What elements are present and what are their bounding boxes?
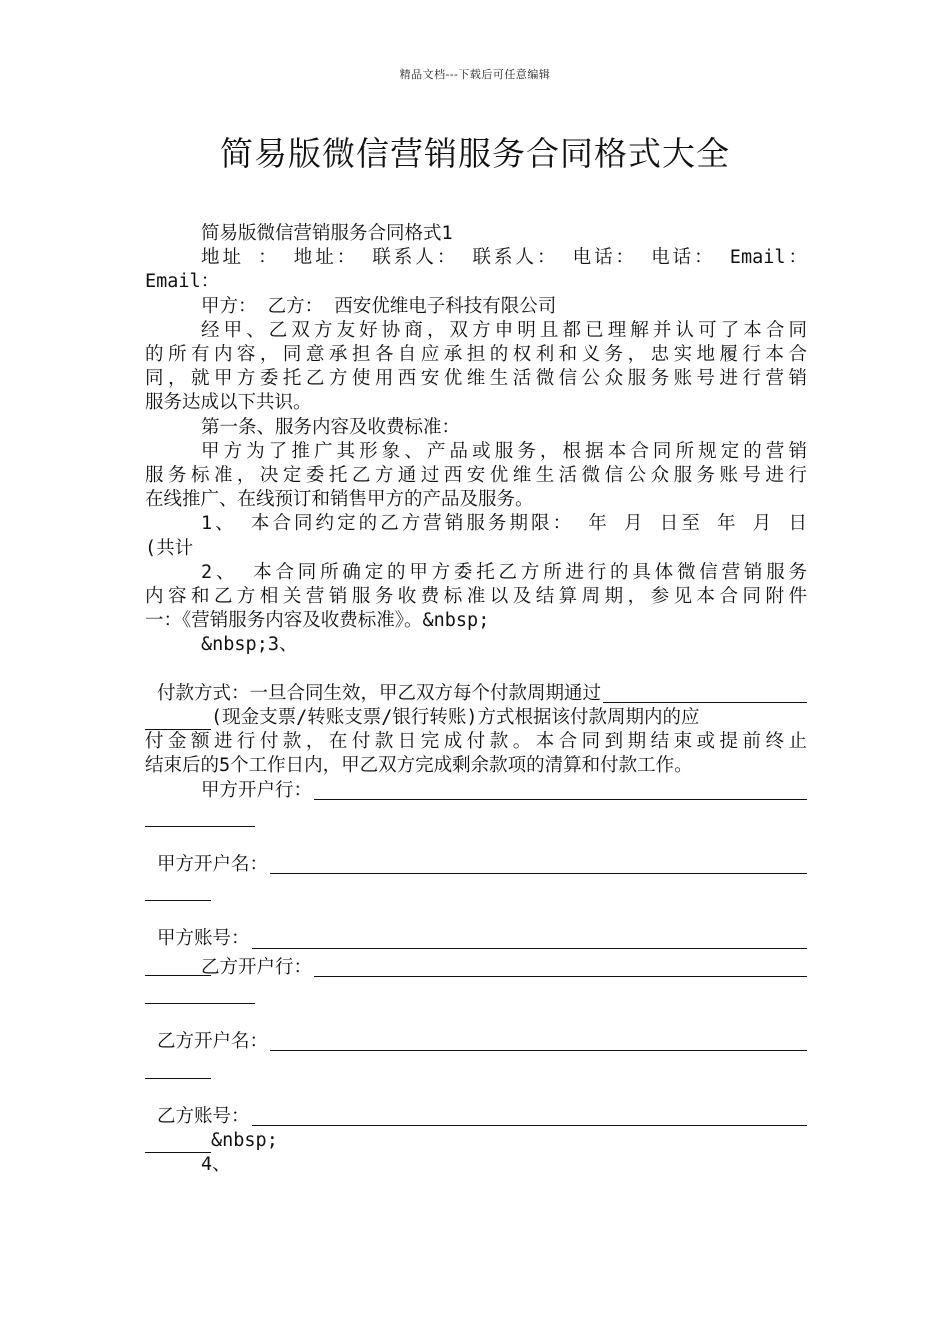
address-line-cont: Email： — [145, 271, 220, 293]
item2-line: 一：《营销服务内容及收费标准》。&nbsp; — [145, 610, 490, 632]
intro-line: 同，就甲方委托乙方使用西安优维生活微信公众服务账号进行营销 — [145, 368, 807, 390]
party-b-account-no-label: 乙方账号： — [157, 1105, 250, 1127]
payment-blank-tail — [145, 711, 211, 730]
party-a-account-no-blank — [252, 930, 807, 949]
payment-line-2 — [145, 706, 807, 730]
party-b-account-name-blank — [270, 1032, 807, 1051]
article1-line: 在线推广、在线预订和销售甲方的产品及服务。 — [145, 489, 534, 511]
item1-line: (共计 — [145, 537, 194, 559]
party-b-bank-blank-tail — [145, 985, 255, 1004]
party-b-bank-blank — [314, 958, 807, 977]
party-b-account-name-label: 乙方开户名： — [157, 1031, 269, 1053]
article1-line: 甲方为了推广其形象、产品或服务，根据本合同所规定的营销 — [201, 440, 807, 462]
parties-line: 甲方： 乙方： 西安优维电子科技有限公司 — [201, 295, 557, 317]
party-b-account-no-blank-tail — [145, 1134, 211, 1153]
party-b-account-name-blank-tail — [145, 1060, 211, 1079]
party-b-account-name-field — [145, 1030, 807, 1054]
party-b-account-name-blank-tail-line — [145, 1054, 807, 1078]
party-a-account-no-field — [145, 927, 807, 951]
spacer — [145, 1004, 807, 1030]
document-title: 简易版微信营销服务合同格式大全 — [220, 134, 730, 173]
party-a-account-name-blank — [270, 855, 807, 874]
intro-line: 经甲、乙双方友好协商，双方申明且都已理解并认可了本合同 — [201, 319, 807, 341]
address-line: 地址 ： 地址： 联系人： 联系人： 电话： 电话： Email： — [201, 247, 807, 269]
item2-line: 2、 本合同所确定的甲方委托乙方所进行的具体微信营销服务 — [201, 561, 807, 583]
spacer — [145, 827, 807, 853]
party-b-bank-blank-tail-line — [145, 980, 807, 1004]
item2-line: 内容和乙方相关营销服务收费标准以及结算周期，参见本合同附件 — [145, 586, 807, 608]
payment-line: 结束后的5个工作日内，甲乙双方完成剩余款项的清算和付款工作。 — [145, 755, 693, 777]
party-a-bank-field — [145, 779, 807, 803]
payment-blank — [603, 684, 807, 703]
party-a-bank-blank — [314, 781, 807, 800]
party-a-account-name-blank-tail-line — [145, 877, 807, 901]
party-a-bank-blank-tail — [145, 808, 255, 827]
article1-line: 服务标准，决定委托乙方通过西安优维生活微信公众服务账号进行 — [145, 465, 807, 487]
payment-line: 付金额进行付款，在付款日完成付款。本合同到期结束或提前终止 — [145, 731, 807, 753]
party-b-bank-label: 乙方开户行： — [201, 956, 313, 978]
article1-title: 第一条、服务内容及收费标准： — [201, 416, 461, 438]
party-a-account-no-label: 甲方账号： — [157, 928, 250, 950]
party-a-bank-blank-tail-line — [145, 803, 807, 827]
payment-line: 付款方式：一旦合同生效，甲乙双方每个付款周期通过 — [157, 682, 602, 704]
party-b-account-no-blank — [252, 1107, 807, 1126]
spacer — [145, 1079, 807, 1105]
blank-line — [145, 658, 807, 682]
intro-line: 的所有内容，同意承担各自应承担的权利和义务，忠实地履行本合 — [145, 344, 807, 366]
party-a-account-name-label: 甲方开户名： — [157, 854, 269, 876]
payment-line: (现金支票/转账支票/银行转账)方式根据该付款周期内的应 — [211, 707, 700, 729]
item3-line: &nbsp;3、 — [201, 634, 298, 656]
party-a-account-name-field — [145, 853, 807, 877]
party-a-bank-label: 甲方开户行： — [201, 779, 313, 801]
intro-line: 服务达成以下共识。 — [145, 392, 312, 414]
spacer — [145, 901, 807, 927]
item4-line: 4、 — [201, 1154, 231, 1176]
party-b-account-no-field — [145, 1105, 807, 1129]
party-b-bank-field — [145, 956, 807, 980]
nbsp-literal: &nbsp; — [211, 1129, 278, 1151]
party-a-account-name-blank-tail — [145, 882, 211, 901]
party-b-account-no-tail-line — [145, 1129, 807, 1153]
header-note: 精品文档---下载后可任意编辑 — [399, 68, 551, 81]
document-body — [145, 222, 807, 1177]
item1-line: 1、 本合同约定的乙方营销服务期限： 年 月 日至 年 月 日 — [201, 513, 807, 535]
payment-first-line — [145, 682, 807, 706]
section-title: 简易版微信营销服务合同格式1 — [201, 223, 453, 244]
